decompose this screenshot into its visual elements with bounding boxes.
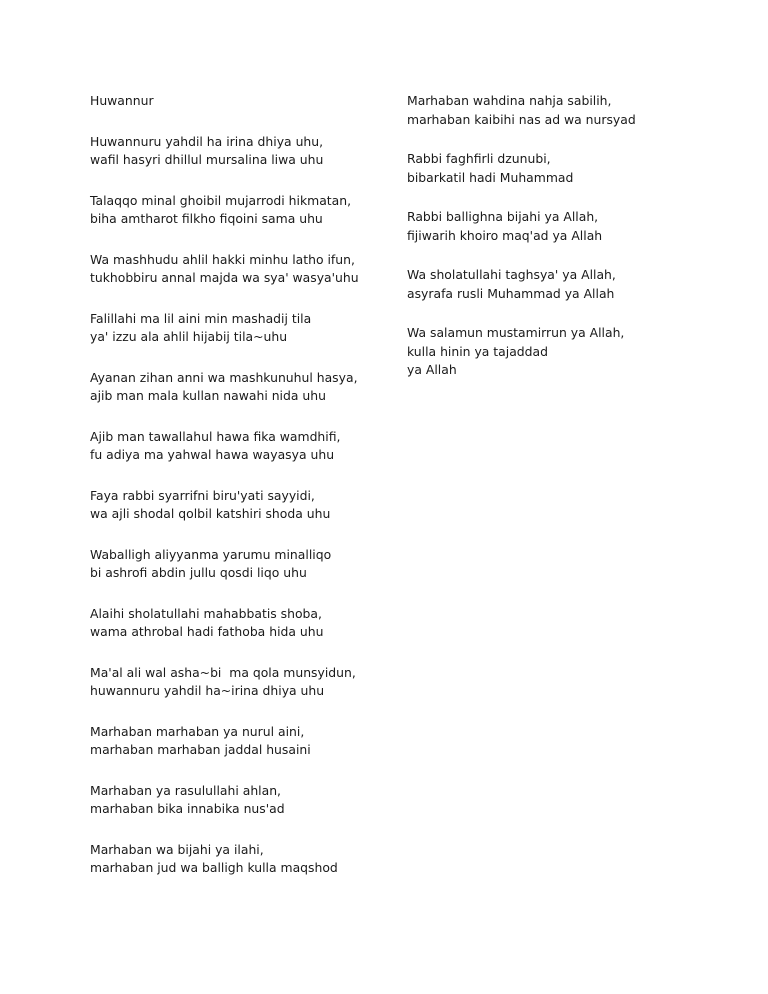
stanza <box>407 324 707 380</box>
stanza <box>90 192 390 229</box>
document-title: Huwannur <box>90 93 154 108</box>
verse-line: Ma'al ali wal asha~bi ma qola munsyidun, <box>90 664 356 680</box>
verse-line: Wa sholatullahi taghsya' ya Allah, <box>407 267 616 282</box>
left-stanza-list <box>90 133 390 878</box>
verse-line: marhaban bika innabika nus'ad <box>90 801 285 816</box>
verse-line: huwannuru yahdil ha~irina dhiya uhu <box>90 683 325 698</box>
stanza <box>90 546 390 583</box>
verse-line: kulla hinin ya tajaddad <box>407 343 548 359</box>
verse-line: bibarkatil hadi Muhammad <box>407 169 574 185</box>
verse-line: bi ashrofi abdin jullu qosdi liqo uhu <box>90 565 307 580</box>
verse-line: fu adiya ma yahwal hawa wayasya uhu <box>90 447 335 462</box>
verse-line: marhaban kaibihi nas ad wa nursyad <box>407 111 636 127</box>
verse-line: Faya rabbi syarrifni biru'yati sayyidi, <box>90 487 315 503</box>
verse-line: fijiwarih khoiro maq'ad ya Allah <box>407 227 603 243</box>
stanza <box>90 369 390 406</box>
verse-line: Wa salamun mustamirrun ya Allah, <box>407 325 625 340</box>
right-stanza-list <box>407 92 707 380</box>
stanza <box>90 487 390 524</box>
verse-line: ajib man mala kullan nawahi nida uhu <box>90 388 326 403</box>
verse-line: Marhaban wa bijahi ya ilahi, <box>90 841 264 857</box>
stanza <box>407 92 707 129</box>
right-column <box>407 92 707 401</box>
stanza <box>90 133 390 170</box>
verse-line: wa ajli shodal qolbil katshiri shoda uhu <box>90 506 331 521</box>
verse-line: marhaban jud wa balligh kulla maqshod <box>90 860 338 875</box>
verse-line: Wa mashhudu ahlil hakki minhu latho ifun, <box>90 251 355 267</box>
verse-line: wama athrobal hadi fathoba hida uhu <box>90 624 324 639</box>
verse-line: Falillahi ma lil aini min mashadij tila <box>90 310 312 326</box>
verse-line: ya' izzu ala ahlil hijabij tila~uhu <box>90 329 288 344</box>
verse-line: Talaqqo minal ghoibil mujarrodi hikmatan, <box>90 192 352 208</box>
verse-line: Marhaban wahdina nahja sabilih, <box>407 93 612 108</box>
verse-line: Marhaban ya rasulullahi ahlan, <box>90 782 281 798</box>
stanza <box>90 664 390 701</box>
verse-line: Rabbi ballighna bijahi ya Allah, <box>407 209 599 224</box>
stanza <box>407 208 707 245</box>
stanza <box>90 310 390 347</box>
stanza <box>90 251 390 288</box>
verse-line: marhaban marhaban jaddal husaini <box>90 742 311 757</box>
verse-line: biha amtharot filkho fiqoini sama uhu <box>90 211 323 226</box>
stanza <box>407 266 707 303</box>
verse-line: Marhaban marhaban ya nurul aini, <box>90 723 305 739</box>
verse-line: Alaihi sholatullahi mahabbatis shoba, <box>90 605 322 621</box>
verse-line: ya Allah <box>407 362 457 377</box>
verse-line: Huwannuru yahdil ha irina dhiya uhu, <box>90 133 324 149</box>
verse-line: Ajib man tawallahul hawa fika wamdhifi, <box>90 428 341 444</box>
verse-line: tukhobbiru annal majda wa sya' wasya'uhu <box>90 270 359 285</box>
verse-line: Rabbi faghfirli dzunubi, <box>407 151 551 166</box>
stanza <box>90 841 390 878</box>
verse-line: wafil hasyri dhillul mursalina liwa uhu <box>90 152 324 167</box>
left-column <box>90 92 390 900</box>
verse-line: asyrafa rusli Muhammad ya Allah <box>407 285 615 301</box>
stanza <box>90 428 390 465</box>
stanza <box>90 782 390 819</box>
verse-line: Waballigh aliyyanma yarumu minalliqo <box>90 546 332 562</box>
verse-line: Ayanan zihan anni wa mashkunuhul hasya, <box>90 369 358 385</box>
stanza <box>90 605 390 642</box>
stanza <box>407 150 707 187</box>
stanza <box>90 723 390 760</box>
